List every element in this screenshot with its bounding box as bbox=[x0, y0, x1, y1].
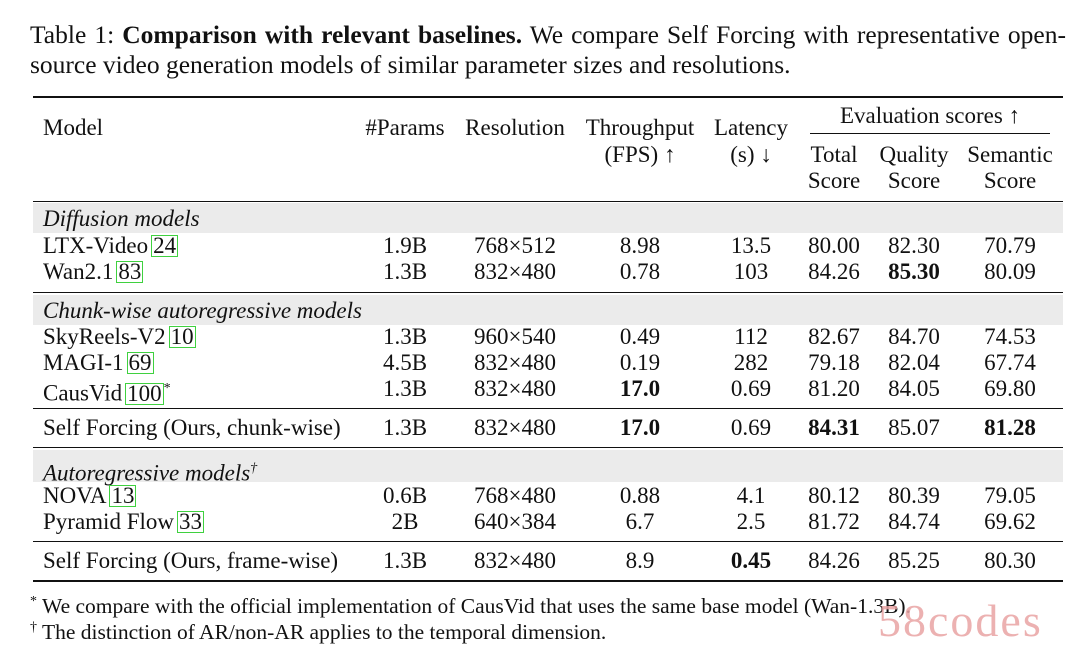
cell-fps: 17.0 bbox=[619, 415, 661, 440]
citation-link[interactable]: 10 bbox=[170, 324, 194, 349]
cell-fps: 6.7 bbox=[625, 509, 655, 534]
cell-res: 832×480 bbox=[474, 548, 556, 573]
header-quality: Quality bbox=[879, 142, 949, 167]
cell-lat: 4.1 bbox=[736, 483, 766, 508]
footnote-1-mark: * bbox=[30, 594, 37, 609]
section-ar-label: Autoregressive models bbox=[43, 460, 251, 486]
header-model: Model bbox=[43, 115, 104, 140]
cell-params: 4.5B bbox=[382, 350, 428, 375]
cell-total: 84.26 bbox=[808, 259, 860, 284]
cell-res: 832×480 bbox=[474, 259, 556, 284]
section-chunk: Chunk-wise autoregressive models bbox=[43, 298, 362, 323]
cell-quality: 82.30 bbox=[888, 233, 940, 258]
header-throughput-unit: (FPS) ↑ bbox=[604, 142, 676, 167]
cell-params: 1.3B bbox=[382, 259, 428, 284]
cell-total: 80.12 bbox=[808, 483, 860, 508]
cell-params: 1.3B bbox=[382, 376, 428, 401]
cell-fps: 0.19 bbox=[619, 350, 661, 375]
cell-res: 768×512 bbox=[474, 233, 556, 258]
citation-link[interactable]: 83 bbox=[118, 259, 142, 284]
model-name: CausVid bbox=[43, 380, 123, 406]
cell-lat: 2.5 bbox=[736, 509, 766, 534]
model-name: MAGI-1 bbox=[43, 350, 124, 375]
cell-semantic: 80.30 bbox=[984, 548, 1036, 573]
cell-lat: 282 bbox=[733, 350, 769, 375]
cell-lat: 0.45 bbox=[730, 548, 772, 573]
cell-quality: 84.05 bbox=[888, 376, 940, 401]
eval-header-rule bbox=[810, 133, 1050, 134]
watermark: 58codes bbox=[878, 595, 1043, 646]
cell-total: 84.26 bbox=[808, 548, 860, 573]
cell-res: 960×540 bbox=[474, 324, 556, 349]
cell-quality: 85.07 bbox=[888, 415, 940, 440]
cell-params: 1.3B bbox=[382, 548, 428, 573]
cell-quality: 85.25 bbox=[888, 548, 940, 573]
header-rule bbox=[33, 201, 1063, 202]
rule-after-diffusion bbox=[33, 292, 1063, 293]
bottom-rule bbox=[33, 580, 1063, 582]
cell-model bbox=[43, 350, 154, 376]
footnote-1-text: We compare with the official implementation of CausVid that uses the same base model (Wan-1.3B). bbox=[42, 594, 911, 619]
header-quality-2: Score bbox=[887, 168, 941, 193]
model-name: LTX-Video bbox=[43, 233, 149, 258]
cell-semantic: 74.53 bbox=[984, 324, 1036, 349]
cell-model bbox=[43, 548, 338, 574]
cell-res: 832×480 bbox=[474, 376, 556, 401]
footnote-2-text: The distinction of AR/non-AR applies to the temporal dimension. bbox=[42, 620, 607, 645]
cell-model bbox=[43, 324, 196, 350]
cell-semantic: 69.62 bbox=[984, 509, 1036, 534]
header-params: #Params bbox=[365, 115, 445, 140]
cell-quality: 85.30 bbox=[888, 259, 940, 284]
header-latency-unit: (s) ↓ bbox=[730, 142, 772, 167]
cell-params: 0.6B bbox=[382, 483, 428, 508]
cell-lat: 13.5 bbox=[730, 233, 772, 258]
cell-params: 1.3B bbox=[382, 415, 428, 440]
cell-fps: 0.78 bbox=[619, 259, 661, 284]
cell-semantic: 80.09 bbox=[984, 259, 1036, 284]
cell-total: 81.72 bbox=[808, 509, 860, 534]
header-semantic-2: Score bbox=[983, 168, 1037, 193]
cell-fps: 0.49 bbox=[619, 324, 661, 349]
cell-res: 640×384 bbox=[474, 509, 556, 534]
caption-bold: Comparison with relevant baselines. bbox=[122, 20, 523, 49]
cell-lat: 112 bbox=[734, 324, 768, 349]
model-name: Wan2.1 bbox=[43, 259, 114, 284]
footnote-mark: * bbox=[163, 381, 171, 396]
citation-link[interactable]: 24 bbox=[153, 233, 177, 258]
model-name: Self Forcing (Ours, chunk-wise) bbox=[43, 415, 341, 440]
header-semantic: Semantic bbox=[967, 142, 1053, 167]
header-resolution: Resolution bbox=[465, 115, 565, 140]
header-total-2: Score bbox=[807, 168, 861, 193]
model-name: SkyReels-V2 bbox=[43, 324, 166, 349]
cell-quality: 84.70 bbox=[888, 324, 940, 349]
rule-before-self-frame bbox=[33, 541, 1063, 542]
model-name: NOVA bbox=[43, 483, 107, 508]
cell-params: 2B bbox=[391, 509, 419, 534]
cell-fps: 8.98 bbox=[619, 233, 661, 258]
citation-link[interactable]: 33 bbox=[178, 509, 202, 534]
caption-text: We compare Self Forcing with representative open-source video generation models of similar parameter sizes and resolutions. bbox=[30, 20, 1066, 79]
cell-model bbox=[43, 376, 171, 407]
cell-lat: 0.69 bbox=[730, 415, 772, 440]
cell-total: 84.31 bbox=[808, 415, 860, 440]
top-rule bbox=[33, 96, 1063, 98]
model-name: Self Forcing (Ours, frame-wise) bbox=[43, 548, 339, 573]
cell-semantic: 81.28 bbox=[984, 415, 1036, 440]
citation-link[interactable]: 13 bbox=[111, 483, 135, 508]
footnote-2 bbox=[30, 615, 606, 645]
cell-lat: 103 bbox=[733, 259, 769, 284]
cell-total: 81.20 bbox=[808, 376, 860, 401]
cell-params: 1.3B bbox=[382, 324, 428, 349]
cell-model bbox=[43, 259, 143, 285]
cell-quality: 84.74 bbox=[888, 509, 940, 534]
cell-total: 82.67 bbox=[808, 324, 860, 349]
footnote-2-mark: † bbox=[30, 620, 37, 635]
cell-semantic: 70.79 bbox=[984, 233, 1036, 258]
cell-res: 768×480 bbox=[474, 483, 556, 508]
table-caption bbox=[30, 20, 1066, 80]
section-diffusion: Diffusion models bbox=[43, 206, 200, 231]
header-throughput: Throughput bbox=[585, 115, 695, 140]
rule-before-self-chunk bbox=[33, 408, 1063, 409]
cell-quality: 80.39 bbox=[888, 483, 940, 508]
cell-total: 79.18 bbox=[808, 350, 860, 375]
citation-link[interactable]: 69 bbox=[128, 350, 152, 375]
section-ar-mark: † bbox=[250, 461, 258, 476]
cell-semantic: 79.05 bbox=[984, 483, 1036, 508]
cell-res: 832×480 bbox=[474, 415, 556, 440]
citation-link[interactable]: 100 bbox=[127, 380, 162, 406]
cell-fps: 8.9 bbox=[625, 548, 655, 573]
cell-res: 832×480 bbox=[474, 350, 556, 375]
cell-fps: 17.0 bbox=[619, 376, 661, 401]
cell-params: 1.9B bbox=[382, 233, 428, 258]
cell-semantic: 67.74 bbox=[984, 350, 1036, 375]
model-name: Pyramid Flow bbox=[43, 509, 174, 534]
header-total: Total bbox=[810, 142, 858, 167]
cell-semantic: 69.80 bbox=[984, 376, 1036, 401]
cell-model bbox=[43, 233, 178, 259]
caption-label: Table 1: bbox=[30, 20, 115, 49]
cell-model bbox=[43, 509, 204, 535]
header-eval: Evaluation scores ↑ bbox=[839, 103, 1021, 128]
header-latency: Latency bbox=[713, 115, 789, 140]
rule-after-self-chunk bbox=[33, 447, 1063, 448]
cell-model bbox=[43, 483, 136, 509]
cell-quality: 82.04 bbox=[888, 350, 940, 375]
cell-lat: 0.69 bbox=[730, 376, 772, 401]
cell-total: 80.00 bbox=[808, 233, 860, 258]
cell-model bbox=[43, 415, 341, 441]
cell-fps: 0.88 bbox=[619, 483, 661, 508]
